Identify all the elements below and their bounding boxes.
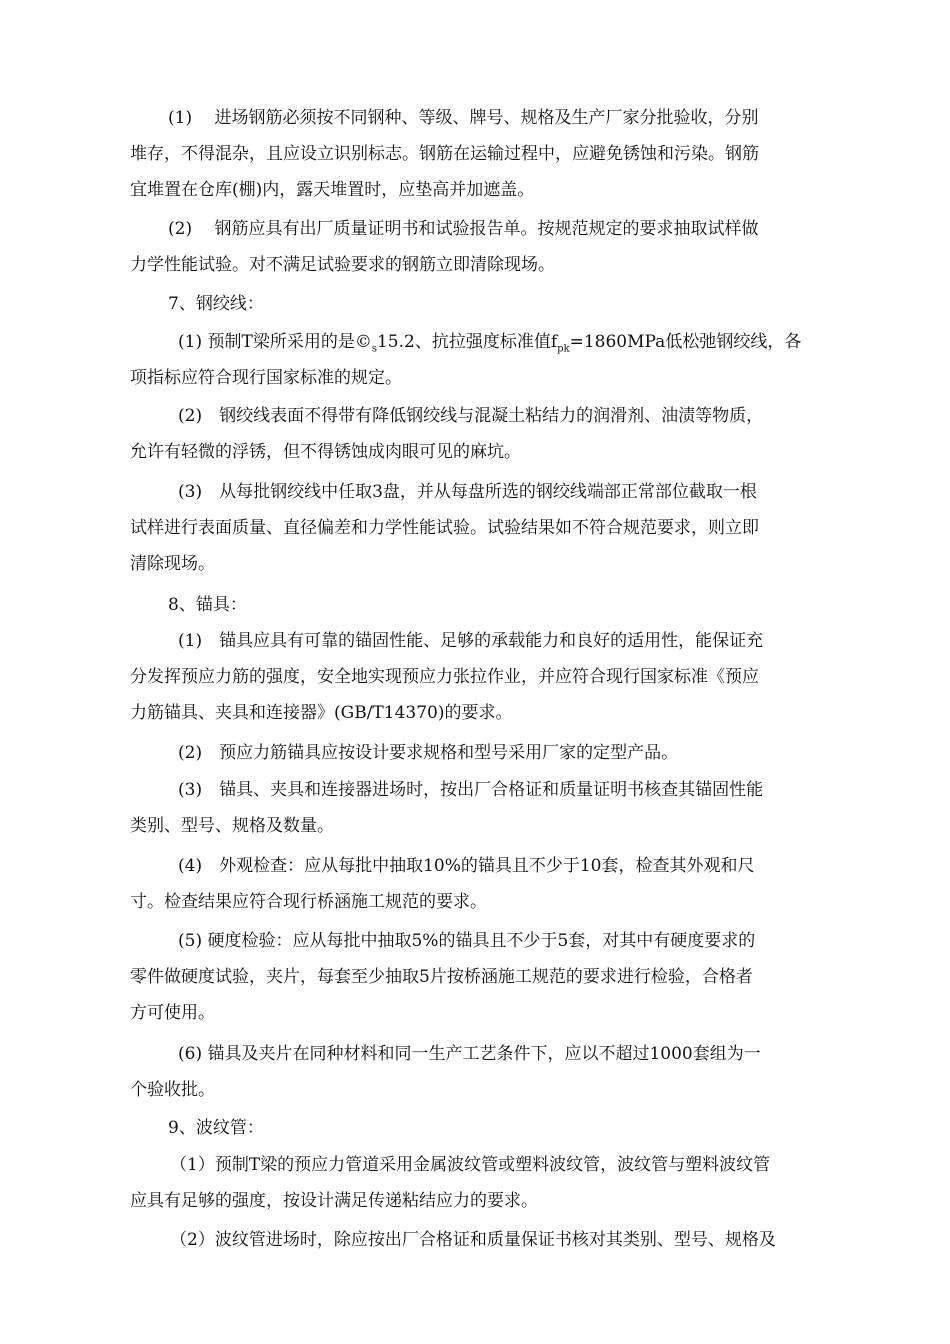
- text-line: [130, 324, 850, 360]
- text-line: (2) 钢绞线表面不得带有降低钢绞线与混凝土粘结力的润滑剂、油渍等物质，: [178, 406, 764, 426]
- anchorage-paragraph-1: [130, 623, 850, 731]
- text-line: 清除现场。: [130, 554, 215, 574]
- rebar-paragraph-1: [130, 100, 850, 208]
- text-line: (1) 锚具应具有可靠的锚固性能、足够的承载能力和良好的适用性，能保证充: [178, 631, 764, 651]
- text-line: 类别、型号、规格及数量。: [130, 816, 334, 836]
- text-line: 力学性能试验。对不满足试验要求的钢筋立即清除现场。: [130, 255, 555, 275]
- text-line: 力筋锚具、夹具和连接器》(GB/T14370)的要求。: [130, 703, 513, 723]
- text-line: (3) 锚具、夹具和连接器进场时，按出厂合格证和质量证明书核查其锚固性能: [178, 780, 764, 800]
- heading-strand: 7、钢绞线：: [168, 294, 264, 314]
- heading-anchorage: 8、锚具：: [168, 595, 247, 615]
- text-segment: =1860MPa低松弛钢绞线，各: [569, 332, 802, 352]
- text-line: (2) 预应力筋锚具应按设计要求规格和型号采用厂家的定型产品。: [178, 743, 679, 763]
- text-line: （2）波纹管进场时，除应按出厂合格证和质量保证书核对其类别、型号、规格及: [170, 1230, 776, 1250]
- anchorage-paragraph-5: [130, 923, 850, 1031]
- subscript: pk: [557, 343, 570, 355]
- strand-paragraph-1: [130, 324, 850, 396]
- anchorage-paragraph-4: [130, 848, 850, 920]
- anchorage-paragraph-6: [130, 1036, 850, 1108]
- text-line: 宜堆置在仓库(棚)内，露天堆置时，应垫高并加遮盖。: [130, 180, 535, 200]
- pipe-paragraph-2: [130, 1222, 850, 1258]
- text-segment: (1) 预制T梁所采用的是©: [178, 332, 372, 352]
- text-line: (6) 锚具及夹片在同种材料和同一生产工艺条件下，应以不超过1000套组为一: [178, 1044, 761, 1064]
- text-line: 方可使用。: [130, 1003, 215, 1023]
- text-line: (4) 外观检查：应从每批中抽取10%的锚具且不少于10套，检查其外观和尺: [178, 856, 755, 876]
- text-segment: 15.2、抗拉强度标准值f: [376, 332, 558, 352]
- text-line: (2) 钢筋应具有出厂质量证明书和试验报告单。按规范规定的要求抽取试样做: [168, 219, 759, 239]
- anchorage-paragraph-2: [130, 735, 850, 771]
- text-line: （1）预制T梁的预应力管道采用金属波纹管或塑料波纹管，波纹管与塑料波纹管: [170, 1155, 771, 1175]
- pipe-paragraph-1: [130, 1147, 850, 1219]
- anchorage-paragraph-3: [130, 772, 850, 844]
- text-line: 个验收批。: [130, 1080, 215, 1100]
- text-line: (1) 进场钢筋必须按不同钢种、等级、牌号、规格及生产厂家分批验收，分别: [168, 108, 759, 128]
- heading-corrugated-pipe: 9、波纹管：: [168, 1118, 264, 1138]
- strand-paragraph-2: [130, 398, 850, 470]
- subscript: s: [371, 343, 377, 355]
- text-line: 分发挥预应力筋的强度，安全地实现预应力张拉作业，并应符合现行国家标准《预应: [130, 667, 759, 687]
- rebar-paragraph-2: [130, 211, 850, 283]
- text-line: (5) 硬度检验：应从每批中抽取5%的锚具且不少于5套，对其中有硬度要求的: [178, 931, 756, 951]
- text-line: 寸。检查结果应符合现行桥涵施工规范的要求。: [130, 892, 487, 912]
- text-line: 试样进行表面质量、直径偏差和力学性能试验。试验结果如不符合规范要求，则立即: [130, 518, 759, 538]
- text-line: (3) 从每批钢绞线中任取3盘，并从每盘所选的钢绞线端部正常部位截取一根: [178, 482, 757, 502]
- text-line: 应具有足够的强度，按设计满足传递粘结应力的要求。: [130, 1191, 538, 1211]
- strand-paragraph-3: [130, 474, 850, 582]
- text-line: 零件做硬度试验，夹片，每套至少抽取5片按桥涵施工规范的要求进行检验，合格者: [130, 967, 753, 987]
- text-line: 允许有轻微的浮锈，但不得锈蚀成肉眼可见的麻坑。: [130, 442, 521, 462]
- text-line: 项指标应符合现行国家标准的规定。: [130, 368, 402, 388]
- text-line: 堆存，不得混杂，且应设立识别标志。钢筋在运输过程中，应避免锈蚀和污染。钢筋: [130, 144, 759, 164]
